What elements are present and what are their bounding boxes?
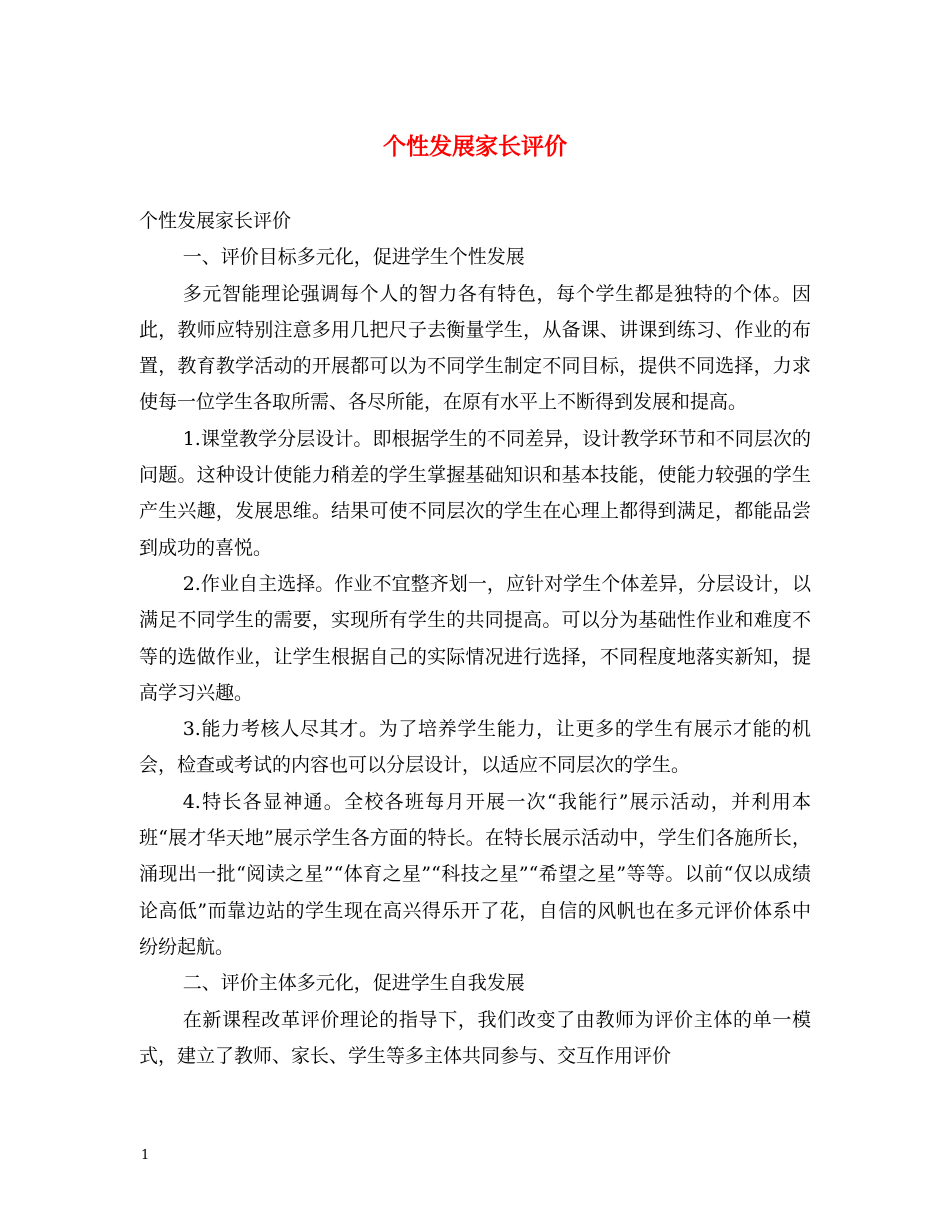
document-subtitle: 个性发展家长评价 <box>139 210 292 232</box>
paragraph: 1.课堂教学分层设计。即根据学生的不同差异，设计教学环节和不同层次的问题。这种设计使能力稍差的学生掌握基础知识和基本技能，使能力较强的学生产生兴趣，发展思维。结果可使不同层次的学生在心理上都得到满足，都能品尝到成功的喜悦。 <box>139 427 811 559</box>
paragraph: 4.特长各显神通。全校各班每月开展一次“我能行”展示活动，并利用本班“展才华天地”展示学生各方面的特长。在特长展示活动中，学生们各施所长，涌现出一批“阅读之星”“体育之星”“科技之星”“希望之星”等等。以前“仅以成绩论高低”而靠边站的学生现在高兴得乐开了花，自信的风帆也在多元评价体系中纷纷起航。 <box>139 790 811 958</box>
paragraph: 3.能力考核人尽其才。为了培养学生能力，让更多的学生有展示才能的机会，检查或考试的内容也可以分层设计，以适应不同层次的学生。 <box>139 718 811 777</box>
paragraph: 在新课程改革评价理论的指导下，我们改变了由教师为评价主体的单一模式，建立了教师、家长、学生等多主体共同参与、交互作用评价 <box>139 1008 811 1067</box>
document-body <box>139 203 811 1074</box>
paragraph: 2.作业自主选择。作业不宜整齐划一，应针对学生个体差异，分层设计，以满足不同学生的需要，实现所有学生的共同提高。可以分为基础性作业和难度不等的选做作业，让学生根据自己的实际情况进行选择，不同程度地落实新知，提高学习兴趣。 <box>139 572 811 704</box>
document-title: 个性发展家长评价 <box>383 133 567 160</box>
section-heading-2: 二、评价主体多元化，促进学生自我发展 <box>182 972 525 995</box>
section-heading-1: 一、评价目标多元化，促进学生个性发展 <box>182 246 525 269</box>
paragraph: 多元智能理论强调每个人的智力各有特色，每个学生都是独特的个体。因此，教师应特别注意多用几把尺子去衡量学生，从备课、讲课到练习、作业的布置，教育教学活动的开展都可以为不同学生制定不同目标，提供不同选择，力求使每一位学生各取所需、各尽所能，在原有水平上不断得到发展和提高。 <box>139 282 811 414</box>
page-number: 1 <box>141 1148 150 1163</box>
